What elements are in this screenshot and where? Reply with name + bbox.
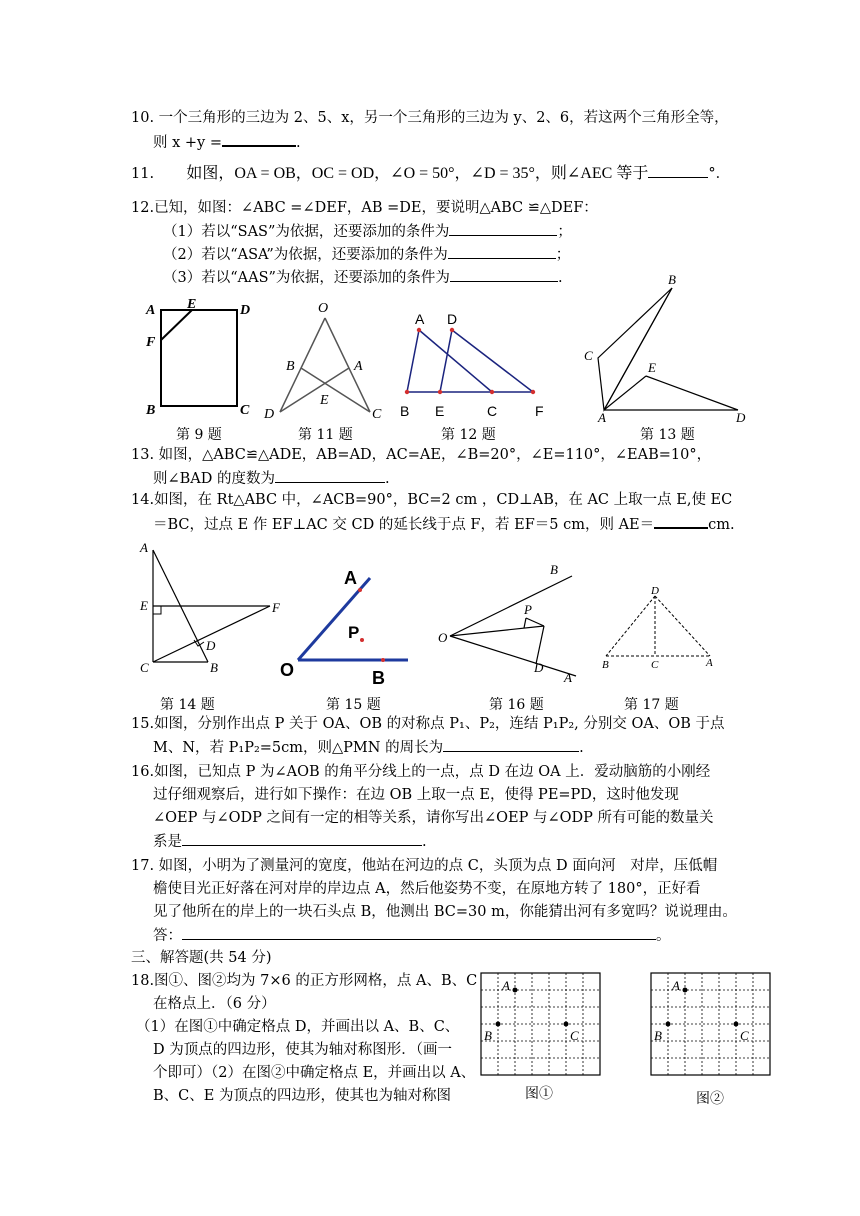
section-3-heading: 三、解答题(共 54 分) bbox=[131, 950, 272, 966]
label-O: O bbox=[438, 630, 448, 645]
label-O: O bbox=[318, 301, 329, 316]
answer-blank[interactable] bbox=[443, 737, 579, 752]
label-B: B bbox=[602, 659, 609, 671]
label-A: A bbox=[598, 410, 606, 424]
q10-line2: 则 x +y = . bbox=[153, 131, 301, 153]
caption-fig16: 第 16 题 bbox=[489, 697, 544, 713]
label-A: A bbox=[354, 359, 363, 374]
label-F: F bbox=[535, 403, 544, 419]
caption-fig9: 第 9 题 bbox=[176, 427, 222, 443]
label-E: E bbox=[320, 393, 329, 408]
q18-line5: 个即可）（2）在图②中确定格点 E，并画出以 A、 bbox=[153, 1065, 476, 1081]
q17-line1: 17. 如图，小明为了测量河的宽度，他站在河边的点 C，头顶为点 D 面向河 对岸，压低帽 bbox=[131, 858, 718, 874]
q18-line4: D 为顶点的四边形，使其为轴对称图形．（画一 bbox=[153, 1042, 452, 1058]
label-A: A bbox=[564, 670, 572, 685]
label-C: C bbox=[584, 348, 593, 363]
q12-item3: （3）若以“AAS”为依据，还要添加的条件为 . bbox=[163, 267, 563, 288]
label-A: A bbox=[140, 540, 148, 555]
label-C: C bbox=[651, 659, 659, 671]
q11-line: 11. 如图，OA = OB，OC = OD，∠O = 50°，∠D = 35°，则∠AEC 等于 °． bbox=[131, 165, 731, 182]
q13-line1: 13. 如图，△ABC≌△ADE，AB=AD，AC=AE，∠B=20°，∠E=110°，∠EAB=10°， bbox=[131, 447, 712, 463]
figure-16 bbox=[436, 560, 586, 688]
label-E: E bbox=[648, 360, 656, 375]
q15-line1: 15.如图，分别作出点 P 关于 OA、OB 的对称点 P₁、P₂，连结 P₁P₂, 分别交 OA、OB 于点 bbox=[131, 716, 725, 732]
figure-13 bbox=[578, 272, 753, 424]
caption-fig13: 第 13 题 bbox=[640, 427, 695, 443]
label-D: D bbox=[264, 407, 275, 422]
label-B: B bbox=[654, 1028, 662, 1043]
q14-line2: ＝BC，过点 E 作 EF⊥AC 交 CD 的延长线于点 F，若 EF＝5 cm，则 AE＝ cm. bbox=[153, 513, 735, 535]
label-E: E bbox=[140, 598, 148, 613]
answer-blank[interactable] bbox=[654, 513, 708, 529]
answer-blank[interactable] bbox=[648, 163, 708, 178]
answer-blank[interactable] bbox=[450, 267, 558, 282]
grid-caption-1: 图① bbox=[525, 1086, 553, 1102]
label-D: D bbox=[651, 585, 659, 597]
label-E: E bbox=[187, 298, 197, 312]
answer-blank[interactable] bbox=[182, 831, 422, 846]
label-B: B bbox=[668, 272, 676, 287]
q10-line1: 10. 一个三角形的三边为 2、5、x，另一个三角形的三边为 y、2、6，若这两个三角形全等， bbox=[131, 110, 729, 126]
label-C: C bbox=[487, 403, 498, 419]
label-E: E bbox=[435, 403, 445, 419]
answer-blank[interactable] bbox=[449, 221, 557, 236]
label-A: A bbox=[146, 303, 156, 318]
grid-figure-2 bbox=[650, 972, 772, 1078]
caption-fig12: 第 12 题 bbox=[441, 427, 496, 443]
label-B: B bbox=[484, 1028, 492, 1043]
label-D: D bbox=[447, 311, 458, 327]
q18-line3: （1）在图①中确定格点 D，并画出以 A、B、C、 bbox=[136, 1019, 460, 1035]
label-B: B bbox=[400, 403, 410, 419]
label-D: D bbox=[534, 660, 544, 675]
answer-blank[interactable] bbox=[182, 925, 656, 940]
figure-12 bbox=[395, 308, 555, 424]
grid-caption-2: 图② bbox=[696, 1091, 724, 1107]
q18-line2: 在格点上．（6 分） bbox=[153, 996, 276, 1012]
figure-11 bbox=[258, 296, 393, 424]
label-C: C bbox=[740, 1028, 749, 1043]
label-B: B bbox=[286, 359, 295, 374]
label-A: A bbox=[502, 978, 510, 993]
label-D: D bbox=[206, 638, 216, 653]
q17-line3: 见了他所在的岸上的一块石头点 B，他测出 BC=30 m，你能猜出河有多宽吗？说说理由。 bbox=[153, 904, 737, 920]
label-A: A bbox=[415, 311, 425, 327]
q12-line1: 12.已知，如图：∠ABC =∠DEF，AB =DE，要说明△ABC ≌△DEF： bbox=[131, 200, 598, 216]
q16-line3: ∠OEP 与∠ODP 之间有一定的相等关系，请你写出∠OEP 与∠ODP 所有可能的数量关 bbox=[153, 810, 714, 826]
figure-17 bbox=[596, 582, 722, 672]
q17-line4: 答： 。 bbox=[153, 925, 671, 946]
q14-line1: 14.如图，在 Rt△ABC 中，∠ACB=90°，BC=2 cm ，CD⊥AB，在 AC 上取一点 E,使 EC bbox=[131, 492, 733, 508]
q16-line1: 16.如图，已知点 P 为∠AOB 的角平分线上的一点，点 D 在边 OA 上．爱动脑筋的小刚经 bbox=[131, 764, 711, 780]
q15-line2: M、N，若 P₁P₂=5cm，则△PMN 的周长为 . bbox=[153, 737, 584, 758]
label-B: B bbox=[372, 668, 385, 688]
q12-item1: （1）若以“SAS”为依据，还要添加的条件为 ； bbox=[163, 221, 572, 242]
label-A: A bbox=[672, 978, 680, 993]
q16-line4: 系是 . bbox=[153, 831, 427, 852]
q16-line2: 过仔细观察后，进行如下操作：在边 OB 上取一点 E，使得 PE=PD，这时他发现 bbox=[153, 787, 679, 803]
answer-blank[interactable] bbox=[275, 468, 385, 483]
caption-fig14: 第 14 题 bbox=[160, 697, 215, 713]
q13-line2: 则∠BAD 的度数为 . bbox=[153, 468, 390, 489]
figure-14 bbox=[136, 538, 286, 680]
label-B: B bbox=[146, 403, 156, 418]
label-D: D bbox=[240, 303, 251, 318]
q18-line1: 18.图①、图②均为 7×6 的正方形网格，点 A、B、C bbox=[131, 973, 478, 989]
label-B: B bbox=[210, 660, 218, 675]
label-F: F bbox=[272, 600, 280, 615]
label-C: C bbox=[240, 403, 250, 418]
grid-figure-1 bbox=[480, 972, 602, 1078]
caption-fig15: 第 15 题 bbox=[326, 697, 381, 713]
caption-fig17: 第 17 题 bbox=[624, 697, 679, 713]
answer-blank[interactable] bbox=[448, 244, 556, 259]
label-P: P bbox=[524, 602, 532, 617]
label-B: B bbox=[550, 562, 558, 577]
q12-item2: （2）若以“ASA”为依据，还要添加的条件为 ； bbox=[163, 244, 570, 265]
label-C: C bbox=[140, 660, 149, 675]
label-A: A bbox=[344, 568, 357, 588]
label-P: P bbox=[348, 623, 360, 642]
label-O: O bbox=[280, 660, 295, 680]
label-D: D bbox=[736, 410, 746, 424]
label-F: F bbox=[146, 335, 156, 350]
figure-9 bbox=[140, 298, 260, 422]
label-C: C bbox=[570, 1028, 579, 1043]
answer-blank[interactable] bbox=[222, 131, 296, 147]
q18-line6: B、C、E 为顶点的四边形，使其也为轴对称图 bbox=[153, 1088, 451, 1104]
figure-15 bbox=[278, 560, 418, 688]
label-C: C bbox=[372, 407, 382, 422]
label-A: A bbox=[706, 657, 713, 669]
q17-line2: 檐使目光正好落在河对岸的岸边点 A，然后他姿势不变，在原地方转了 180°，正好看 bbox=[153, 881, 701, 897]
caption-fig11: 第 11 题 bbox=[298, 427, 353, 443]
